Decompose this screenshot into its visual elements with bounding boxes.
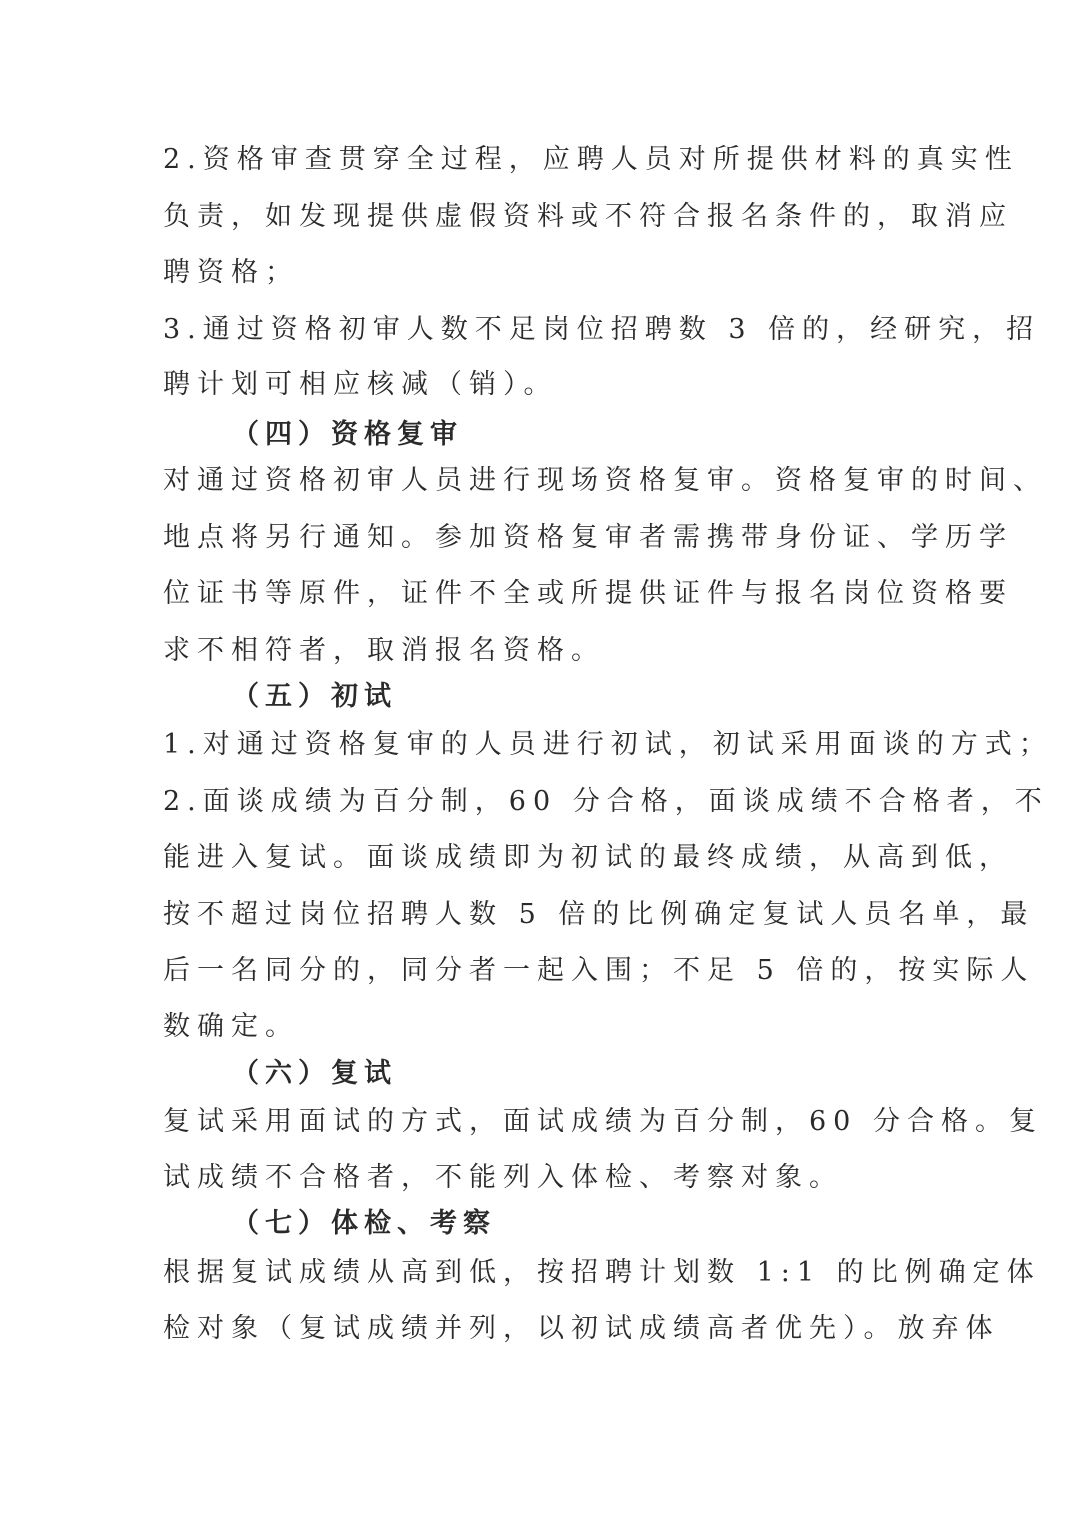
paragraph-line: 2.面谈成绩为百分制，60 分合格，面谈成绩不合格者，不 bbox=[163, 786, 1049, 817]
paragraph-line: 复试采用面试的方式，面试成绩为百分制，60 分合格。复 bbox=[163, 1106, 1043, 1137]
paragraph-line: 能进入复试。面谈成绩即为初试的最终成绩，从高到低， bbox=[163, 842, 1013, 873]
section-heading: （四）资格复审 bbox=[232, 419, 463, 450]
paragraph-line: 2.资格审查贯穿全过程，应聘人员对所提供材料的真实性 bbox=[163, 144, 1019, 175]
section-heading: （五）初试 bbox=[232, 681, 397, 712]
section-heading: （七）体检、考察 bbox=[232, 1208, 496, 1239]
paragraph-line: 求不相符者，取消报名资格。 bbox=[163, 635, 605, 666]
paragraph-line: 地点将另行通知。参加资格复审者需携带身份证、学历学 bbox=[163, 522, 1013, 553]
paragraph-line: 负责，如发现提供虚假资料或不符合报名条件的，取消应 bbox=[163, 201, 1013, 232]
paragraph-line: 后一名同分的，同分者一起入围；不足 5 倍的，按实际人 bbox=[163, 955, 1035, 986]
paragraph-line: 对通过资格初审人员进行现场资格复审。资格复审的时间、 bbox=[163, 465, 1047, 496]
paragraph-line: 试成绩不合格者，不能列入体检、考察对象。 bbox=[163, 1162, 843, 1193]
paragraph-line: 根据复试成绩从高到低，按招聘计划数 1:1 的比例确定体 bbox=[163, 1257, 1041, 1288]
paragraph-line: 按不超过岗位招聘人数 5 倍的比例确定复试人员名单，最 bbox=[163, 899, 1035, 930]
paragraph-line: 聘资格； bbox=[163, 257, 299, 288]
paragraph-line: 检对象（复试成绩并列，以初试成绩高者优先）。放弃体 bbox=[163, 1313, 1000, 1344]
section-heading: （六）复试 bbox=[232, 1058, 397, 1089]
paragraph-line: 聘计划可相应核减（销）。 bbox=[163, 369, 558, 400]
paragraph-line: 位证书等原件，证件不全或所提供证件与报名岗位资格要 bbox=[163, 578, 1013, 609]
paragraph-line: 数确定。 bbox=[163, 1011, 299, 1042]
paragraph-line: 1.对通过资格复审的人员进行初试，初试采用面谈的方式； bbox=[163, 729, 1053, 760]
paragraph-line: 3.通过资格初审人数不足岗位招聘数 3 倍的，经研究，招 bbox=[163, 314, 1041, 345]
